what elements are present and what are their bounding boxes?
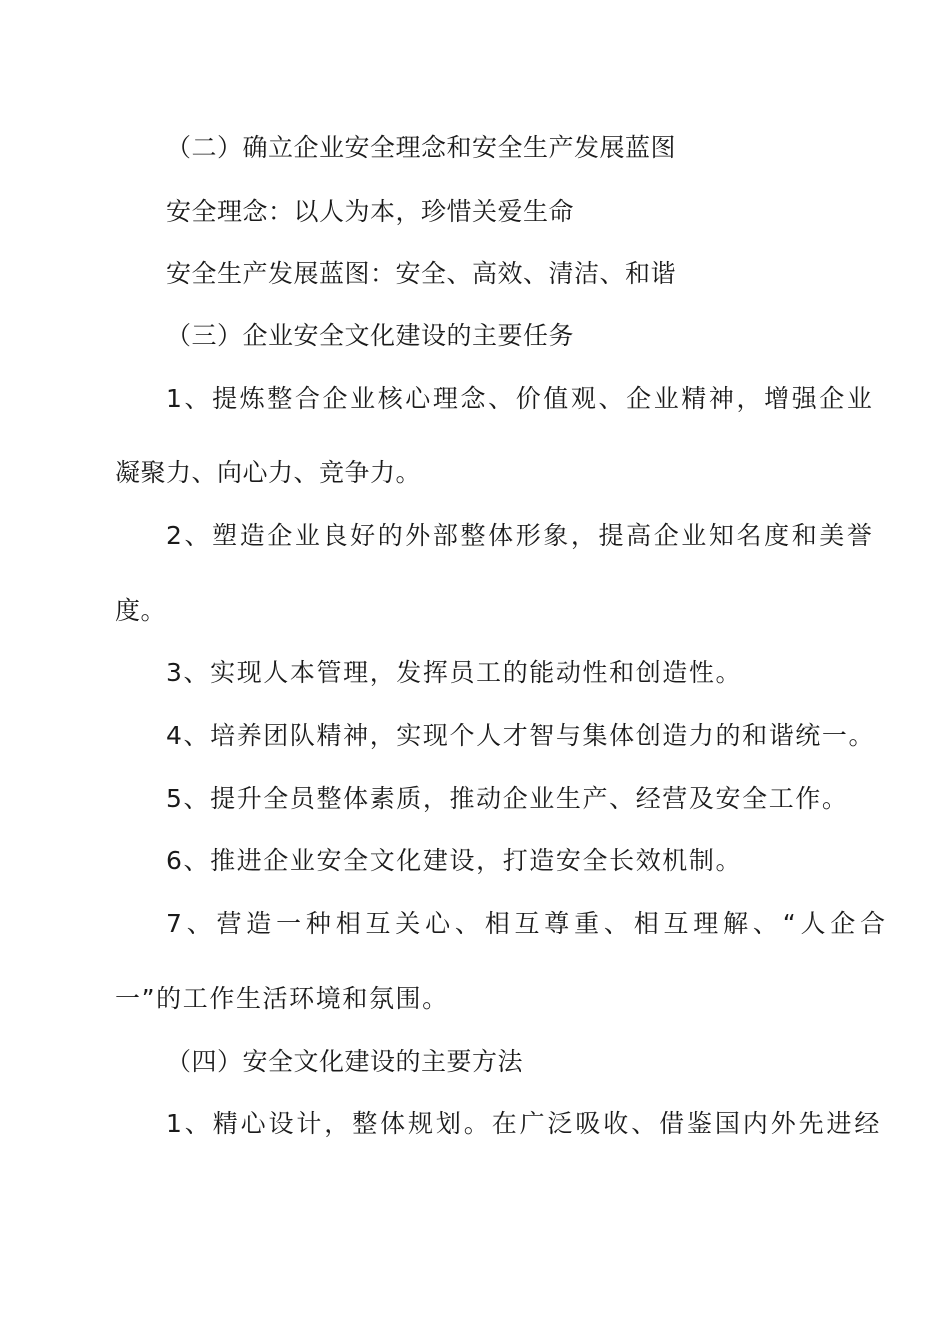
- task-4-line: 4、培养团队精神，实现个人才智与集体创造力的和谐统一。: [166, 721, 876, 750]
- method-1-line-1: 1、精心设计，整体规划。在广泛吸收、借鉴国内外先进经: [166, 1109, 883, 1138]
- safety-concept-line: 安全理念：以人为本，珍惜关爱生命: [166, 197, 575, 226]
- task-7-line-1: 7、营造一种相互关心、相互尊重、相互理解、“人企合: [166, 909, 890, 938]
- task-3-line: 3、实现人本管理，发挥员工的能动性和创造性。: [166, 658, 743, 687]
- section-heading-2: （二）确立企业安全理念和安全生产发展蓝图: [166, 133, 677, 162]
- task-1-line-2: 凝聚力、向心力、竞争力。: [115, 458, 422, 487]
- section-heading-3: （三）企业安全文化建设的主要任务: [166, 321, 575, 350]
- task-2-line-1: 2、塑造企业良好的外部整体形象，提高企业知名度和美誉: [166, 521, 875, 550]
- task-5-line: 5、提升全员整体素质，推动企业生产、经营及安全工作。: [166, 784, 849, 813]
- development-blueprint-line: 安全生产发展蓝图：安全、高效、清洁、和谐: [166, 259, 677, 288]
- task-6-line: 6、推进企业安全文化建设，打造安全长效机制。: [166, 846, 743, 875]
- task-1-line-1: 1、提炼整合企业核心理念、价值观、企业精神，增强企业: [166, 384, 875, 413]
- section-heading-4: （四）安全文化建设的主要方法: [166, 1047, 524, 1076]
- task-2-line-2: 度。: [115, 596, 167, 625]
- task-7-line-2: 一”的工作生活环境和氛围。: [115, 984, 449, 1013]
